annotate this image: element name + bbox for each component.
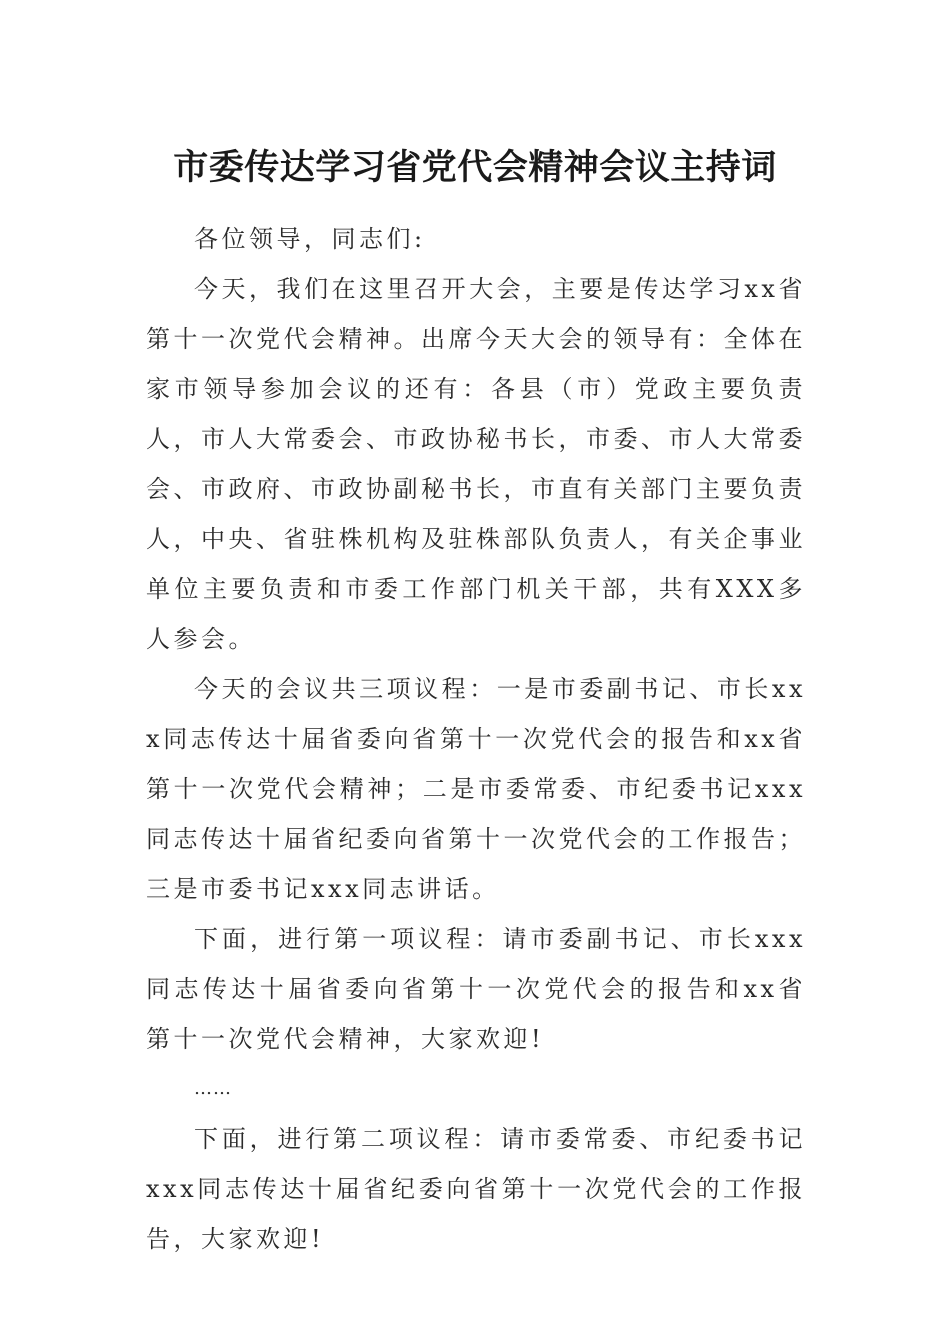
ellipsis-paragraph: …… bbox=[194, 1078, 232, 1099]
document-title: 市委传达学习省党代会精神会议主持词 bbox=[173, 147, 777, 188]
greeting-paragraph: 各位领导，同志们: bbox=[194, 225, 426, 253]
agenda-paragraph: 今天的会议共三项议程：一是市委副书记、市长xxx同志传达十届省委向省第十一次党代会的报告和xx省第十一次党代会精神；二是市委常委、市纪委书记xxx同志传达十届省纪委向省第十一次党代会的工作报告；三是市委书记xxx同志讲话。 bbox=[146, 675, 806, 903]
document-body bbox=[146, 214, 806, 1264]
first-item-paragraph: 下面，进行第一项议程：请市委副书记、市长xxx同志传达十届省委向省第十一次党代会的报告和xx省第十一次党代会精神，大家欢迎! bbox=[146, 925, 806, 1053]
second-item-paragraph: 下面，进行第二项议程：请市委常委、市纪委书记xxx同志传达十届省纪委向省第十一次党代会的工作报告，大家欢迎! bbox=[146, 1125, 806, 1253]
opening-paragraph: 今天，我们在这里召开大会，主要是传达学习xx省第十一次党代会精神。出席今天大会的领导有：全体在家市领导参加会议的还有：各县（市）党政主要负责人，市人大常委会、市政协秘书长，市委、市人大常委会、市政府、市政协副秘书长，市直有关部门主要负责人，中央、省驻株机构及驻株部队负责人，有关企事业单位主要负责和市委工作部门机关干部，共有XXX多人参会。 bbox=[146, 275, 806, 653]
